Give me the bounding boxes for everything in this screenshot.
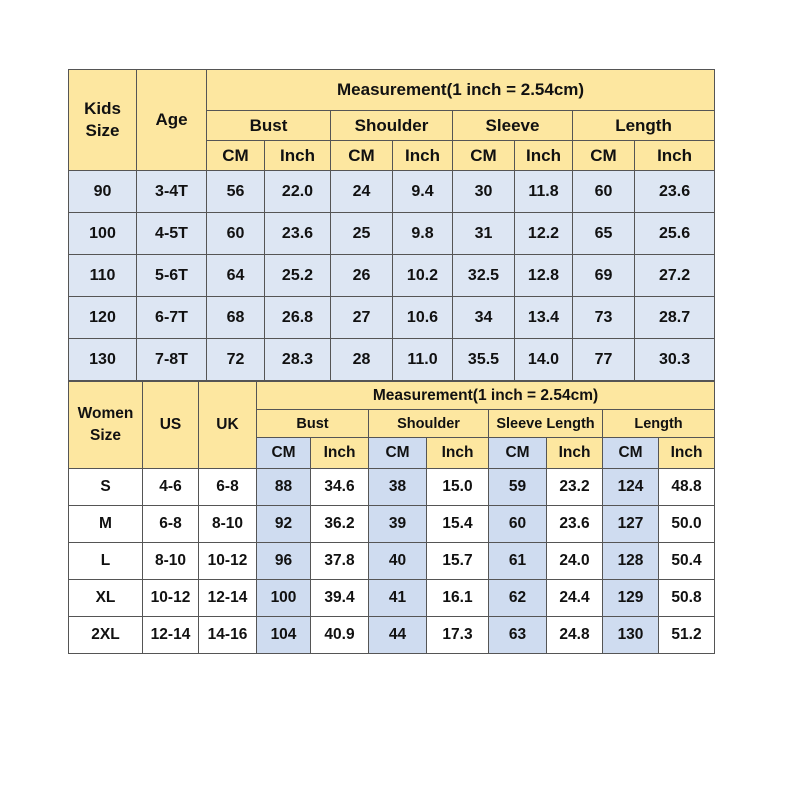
table-cell: 7-8T bbox=[137, 339, 207, 381]
table-cell: 51.2 bbox=[659, 617, 715, 654]
women-us-header: US bbox=[143, 382, 199, 469]
table-cell: 6-8 bbox=[143, 506, 199, 543]
table-cell: 9.8 bbox=[393, 213, 453, 255]
table-cell: 30 bbox=[453, 171, 515, 213]
kids-size-table bbox=[68, 69, 715, 381]
table-cell: 12-14 bbox=[143, 617, 199, 654]
table-cell: 36.2 bbox=[311, 506, 369, 543]
table-cell: 10.2 bbox=[393, 255, 453, 297]
women-unit-header: Inch bbox=[311, 438, 369, 469]
table-cell: 37.8 bbox=[311, 543, 369, 580]
table-cell: 12.2 bbox=[515, 213, 573, 255]
kids-group-shoulder: Shoulder bbox=[331, 111, 453, 141]
table-cell: 65 bbox=[573, 213, 635, 255]
table-cell: 88 bbox=[257, 469, 311, 506]
women-uk-header: UK bbox=[199, 382, 257, 469]
kids-size-header: Kids Size bbox=[69, 70, 137, 171]
kids-unit-header: CM bbox=[331, 141, 393, 171]
table-cell: 34.6 bbox=[311, 469, 369, 506]
table-cell: 26.8 bbox=[265, 297, 331, 339]
table-cell: 120 bbox=[69, 297, 137, 339]
table-cell: M bbox=[69, 506, 143, 543]
table-cell: 16.1 bbox=[427, 580, 489, 617]
table-cell: 35.5 bbox=[453, 339, 515, 381]
table-cell: 127 bbox=[603, 506, 659, 543]
table-row bbox=[69, 297, 715, 339]
table-cell: 25.2 bbox=[265, 255, 331, 297]
kids-group-bust: Bust bbox=[207, 111, 331, 141]
table-cell: 2XL bbox=[69, 617, 143, 654]
table-cell: 15.4 bbox=[427, 506, 489, 543]
table-cell: 110 bbox=[69, 255, 137, 297]
table-cell: 50.8 bbox=[659, 580, 715, 617]
table-cell: 27 bbox=[331, 297, 393, 339]
table-cell: 28.3 bbox=[265, 339, 331, 381]
table-cell: 38 bbox=[369, 469, 427, 506]
table-cell: 30.3 bbox=[635, 339, 715, 381]
table-cell: 90 bbox=[69, 171, 137, 213]
women-size-table bbox=[68, 381, 715, 654]
kids-group-length: Length bbox=[573, 111, 715, 141]
table-cell: 130 bbox=[69, 339, 137, 381]
table-cell: 68 bbox=[207, 297, 265, 339]
kids-unit-header: CM bbox=[453, 141, 515, 171]
kids-unit-header: Inch bbox=[393, 141, 453, 171]
table-cell: 26 bbox=[331, 255, 393, 297]
table-cell: 129 bbox=[603, 580, 659, 617]
table-cell: 31 bbox=[453, 213, 515, 255]
table-cell: 73 bbox=[573, 297, 635, 339]
table-cell: 48.8 bbox=[659, 469, 715, 506]
table-cell: 128 bbox=[603, 543, 659, 580]
table-cell: 8-10 bbox=[143, 543, 199, 580]
women-unit-header: Inch bbox=[427, 438, 489, 469]
kids-unit-header: CM bbox=[207, 141, 265, 171]
table-cell: 59 bbox=[489, 469, 547, 506]
table-cell: 60 bbox=[573, 171, 635, 213]
table-cell: 92 bbox=[257, 506, 311, 543]
table-cell: 39 bbox=[369, 506, 427, 543]
women-group-sleeve-length: Sleeve Length bbox=[489, 410, 603, 438]
table-cell: 4-5T bbox=[137, 213, 207, 255]
table-cell: 9.4 bbox=[393, 171, 453, 213]
table-cell: 100 bbox=[257, 580, 311, 617]
table-cell: 24 bbox=[331, 171, 393, 213]
table-cell: 28 bbox=[331, 339, 393, 381]
women-unit-header: CM bbox=[257, 438, 311, 469]
table-cell: 28.7 bbox=[635, 297, 715, 339]
table-cell: 50.0 bbox=[659, 506, 715, 543]
table-cell: 27.2 bbox=[635, 255, 715, 297]
table-cell: 14-16 bbox=[199, 617, 257, 654]
table-cell: 77 bbox=[573, 339, 635, 381]
table-cell: 23.6 bbox=[547, 506, 603, 543]
women-unit-header: Inch bbox=[547, 438, 603, 469]
table-cell: 5-6T bbox=[137, 255, 207, 297]
table-cell: 10.6 bbox=[393, 297, 453, 339]
table-row bbox=[69, 171, 715, 213]
table-row bbox=[69, 213, 715, 255]
table-cell: 3-4T bbox=[137, 171, 207, 213]
kids-measurement-header: Measurement(1 inch = 2.54cm) bbox=[207, 70, 715, 111]
table-cell: 25.6 bbox=[635, 213, 715, 255]
table-cell: 104 bbox=[257, 617, 311, 654]
table-cell: 24.4 bbox=[547, 580, 603, 617]
table-cell: 8-10 bbox=[199, 506, 257, 543]
table-row bbox=[69, 543, 715, 580]
table-cell: 14.0 bbox=[515, 339, 573, 381]
table-cell: 24.0 bbox=[547, 543, 603, 580]
table-cell: 60 bbox=[489, 506, 547, 543]
table-cell: 50.4 bbox=[659, 543, 715, 580]
table-cell: 6-8 bbox=[199, 469, 257, 506]
table-row bbox=[69, 580, 715, 617]
table-cell: 15.0 bbox=[427, 469, 489, 506]
table-row bbox=[69, 339, 715, 381]
table-cell: 72 bbox=[207, 339, 265, 381]
women-unit-header: Inch bbox=[659, 438, 715, 469]
table-cell: 40 bbox=[369, 543, 427, 580]
table-row bbox=[69, 617, 715, 654]
table-cell: 44 bbox=[369, 617, 427, 654]
table-cell: 24.8 bbox=[547, 617, 603, 654]
table-cell: 23.6 bbox=[635, 171, 715, 213]
kids-age-header: Age bbox=[137, 70, 207, 171]
table-cell: 4-6 bbox=[143, 469, 199, 506]
table-row bbox=[69, 469, 715, 506]
table-row bbox=[69, 255, 715, 297]
table-cell: 32.5 bbox=[453, 255, 515, 297]
women-measurement-header: Measurement(1 inch = 2.54cm) bbox=[257, 382, 715, 410]
table-cell: 40.9 bbox=[311, 617, 369, 654]
table-cell: XL bbox=[69, 580, 143, 617]
table-cell: 6-7T bbox=[137, 297, 207, 339]
table-cell: 60 bbox=[207, 213, 265, 255]
table-cell: 69 bbox=[573, 255, 635, 297]
table-cell: 39.4 bbox=[311, 580, 369, 617]
table-cell: 23.6 bbox=[265, 213, 331, 255]
table-cell: 63 bbox=[489, 617, 547, 654]
women-group-length: Length bbox=[603, 410, 715, 438]
table-cell: 15.7 bbox=[427, 543, 489, 580]
kids-unit-header: CM bbox=[573, 141, 635, 171]
women-group-shoulder: Shoulder bbox=[369, 410, 489, 438]
table-cell: 25 bbox=[331, 213, 393, 255]
table-cell: 12-14 bbox=[199, 580, 257, 617]
kids-unit-header: Inch bbox=[265, 141, 331, 171]
women-unit-header: CM bbox=[489, 438, 547, 469]
table-cell: 62 bbox=[489, 580, 547, 617]
table-cell: 11.0 bbox=[393, 339, 453, 381]
table-cell: 41 bbox=[369, 580, 427, 617]
table-cell: 100 bbox=[69, 213, 137, 255]
table-cell: 22.0 bbox=[265, 171, 331, 213]
kids-unit-header: Inch bbox=[635, 141, 715, 171]
women-unit-header: CM bbox=[603, 438, 659, 469]
table-cell: 96 bbox=[257, 543, 311, 580]
table-cell: 130 bbox=[603, 617, 659, 654]
table-cell: 124 bbox=[603, 469, 659, 506]
table-cell: 12.8 bbox=[515, 255, 573, 297]
table-cell: S bbox=[69, 469, 143, 506]
kids-group-sleeve: Sleeve bbox=[453, 111, 573, 141]
table-cell: L bbox=[69, 543, 143, 580]
table-cell: 23.2 bbox=[547, 469, 603, 506]
table-cell: 56 bbox=[207, 171, 265, 213]
table-cell: 61 bbox=[489, 543, 547, 580]
table-cell: 34 bbox=[453, 297, 515, 339]
table-cell: 10-12 bbox=[199, 543, 257, 580]
kids-unit-header: Inch bbox=[515, 141, 573, 171]
table-cell: 64 bbox=[207, 255, 265, 297]
table-cell: 11.8 bbox=[515, 171, 573, 213]
women-unit-header: CM bbox=[369, 438, 427, 469]
women-size-header: Women Size bbox=[69, 382, 143, 469]
table-cell: 17.3 bbox=[427, 617, 489, 654]
table-cell: 13.4 bbox=[515, 297, 573, 339]
table-cell: 10-12 bbox=[143, 580, 199, 617]
women-group-bust: Bust bbox=[257, 410, 369, 438]
table-row bbox=[69, 506, 715, 543]
